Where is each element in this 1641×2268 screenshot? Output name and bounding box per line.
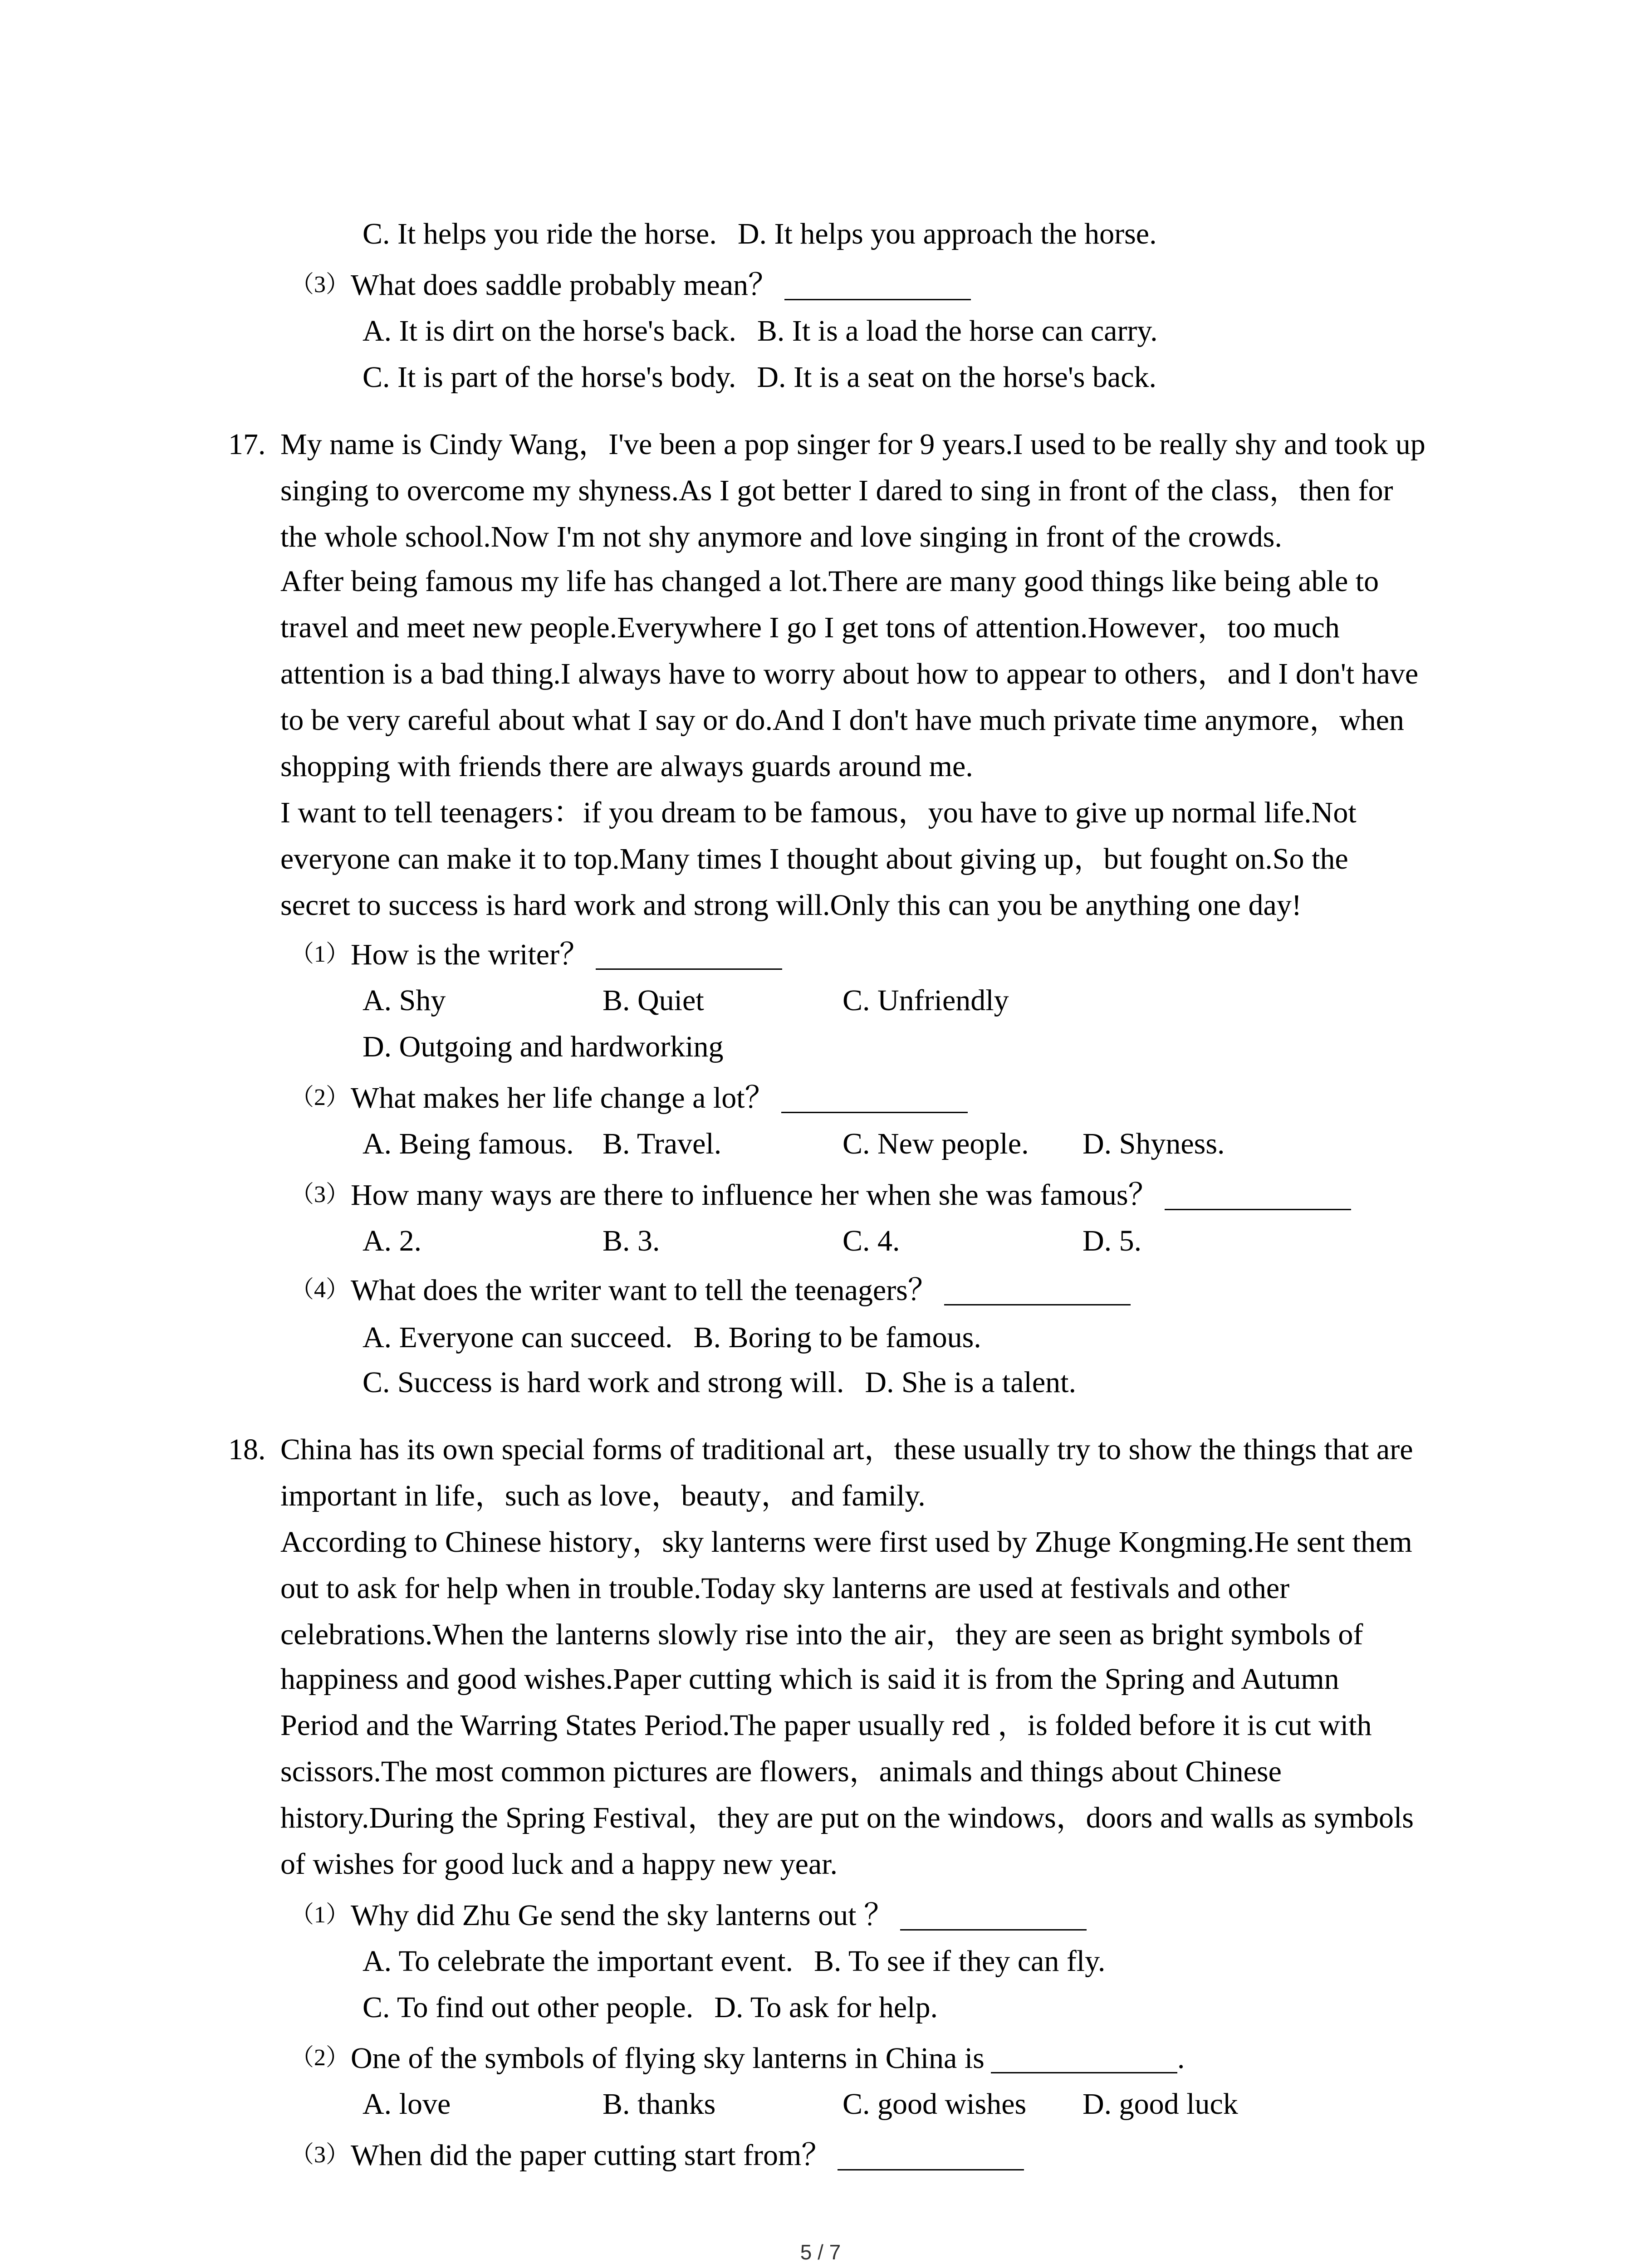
passage-line: to be very careful about what I say or do.And I don't have much private time anymore，when [280, 704, 1404, 737]
question-number: 18. [228, 1433, 266, 1466]
passage-line: happiness and good wishes.Paper cutting which is said it is from the Spring and Autumn [280, 1662, 1339, 1696]
subquestion-text: What does saddle probably mean？ [351, 269, 779, 302]
subquestion-number: （3） [290, 1182, 350, 1207]
answer-blank [596, 943, 782, 970]
option-row [362, 2081, 1323, 2127]
answer-blank [991, 2047, 1177, 2073]
passage-line: history.During the Spring Festival，they are put on the windows，doors and walls as symbols [280, 1801, 1414, 1834]
option-row [362, 1121, 1323, 1167]
subquestion-3 [290, 2132, 1024, 2178]
option-c: C. New people. [843, 1127, 1029, 1160]
option-row [362, 1359, 1076, 1406]
option-a: A. To celebrate the important event. [362, 1945, 793, 1978]
page-number: 5 / 7 [800, 2240, 841, 2264]
passage-line: My name is Cindy Wang，I've been a pop singer for 9 years.I used to be really shy and took up [280, 428, 1425, 461]
answer-blank [1165, 1183, 1351, 1210]
option-b: B. To see if they can fly. [813, 1945, 1106, 1978]
subquestion-4 [290, 1267, 1131, 1313]
option-d: D. It helps you approach the horse. [737, 217, 1157, 250]
option-c: C. 4. [843, 1224, 900, 1257]
option-a: A. love [362, 2087, 451, 2121]
subquestion-2 [290, 2035, 1185, 2081]
passage-line: singing to overcome my shyness.As I got better I dared to sing in front of the class，then for [280, 474, 1393, 507]
option-d: D. 5. [1083, 1224, 1142, 1257]
passage-line: secret to success is hard work and strong will.Only this can you be anything one day! [280, 889, 1302, 922]
passage-line: important in life，such as love，beauty，and family. [280, 1479, 926, 1512]
passage-line: scissors.The most common pictures are flowers，animals and things about Chinese [280, 1755, 1282, 1788]
option-d: D. She is a talent. [865, 1366, 1076, 1399]
subquestion-1 [290, 1892, 1087, 1938]
option-b: B. thanks [603, 2087, 716, 2121]
passage-line: I want to tell teenagers：if you dream to be famous，you have to give up normal life.Not [280, 796, 1357, 829]
option-a: A. Shy [362, 984, 446, 1017]
option-a: A. 2. [362, 1224, 422, 1257]
option-row [362, 1024, 724, 1070]
answer-blank [784, 274, 971, 300]
subquestion-2 [290, 1075, 968, 1121]
passage-line: Period and the Warring States Period.The paper usually red ，is folded before it is cut with [280, 1709, 1372, 1742]
passage-line: After being famous my life has changed a lot.There are many good things like being able to [280, 565, 1379, 598]
passage-line: celebrations.When the lanterns slowly rise into the air，they are seen as bright symbols of [280, 1618, 1363, 1651]
subquestion-number: （2） [290, 1085, 350, 1110]
option-row [362, 978, 1323, 1024]
answer-blank [900, 1904, 1087, 1931]
option-c: C. It helps you ride the horse. [362, 217, 717, 250]
passage-line: China has its own special forms of traditional art，these usually try to show the things that are [280, 1433, 1413, 1466]
subquestion-text: How many ways are there to influence her when she was famous？ [351, 1178, 1158, 1212]
subquestion-text: One of the symbols of flying sky lanterns in China is [351, 2042, 985, 2075]
option-c: C. To find out other people. [362, 1991, 694, 2024]
option-d: D. It is a seat on the horse's back. [757, 361, 1156, 394]
subquestion-1 [290, 931, 782, 978]
option-b: B. 3. [603, 1224, 660, 1257]
option-b: B. Boring to be famous. [693, 1321, 981, 1354]
subquestion-3 [290, 1172, 1351, 1218]
subquestion-text: When did the paper cutting start from？ [351, 2139, 832, 2172]
question-number: 17. [228, 428, 266, 461]
answer-blank [781, 1086, 968, 1113]
passage-line: the whole school.Now I'm not shy anymore and love singing in front of the crowds. [280, 520, 1282, 553]
option-a: A. It is dirt on the horse's back. [362, 314, 736, 347]
passage-line: of wishes for good luck and a happy new year. [280, 1848, 838, 1881]
option-row [362, 1218, 1323, 1264]
sentence-end-period: . [1177, 2042, 1185, 2075]
passage-line: attention is a bad thing.I always have to worry about how to appear to others，and I don't have [280, 657, 1419, 690]
subquestion-text: Why did Zhu Ge send the sky lanterns out ？ [351, 1899, 894, 1932]
passage-line: According to Chinese history，sky lanterns were first used by Zhuge Kongming.He sent them [280, 1525, 1412, 1559]
passage-line: everyone can make it to top.Many times I thought about giving up，but fought on.So the [280, 842, 1348, 875]
option-row [362, 308, 1158, 354]
answer-blank [838, 2144, 1024, 2170]
option-row [362, 1315, 981, 1361]
subquestion-3 [290, 262, 971, 308]
option-d: D. To ask for help. [714, 1991, 938, 2024]
option-d: D. good luck [1083, 2087, 1238, 2121]
subquestion-number: （3） [290, 2142, 350, 2168]
passage-line: shopping with friends there are always guards around me. [280, 750, 973, 783]
option-c: C. good wishes [843, 2087, 1027, 2121]
option-c: C. It is part of the horse's body. [362, 361, 736, 394]
option-b: B. Travel. [603, 1127, 722, 1160]
subquestion-text: What makes her life change a lot？ [351, 1081, 775, 1114]
option-b: B. Quiet [603, 984, 704, 1017]
passage-line: travel and meet new people.Everywhere I go I get tons of attention.However，too much [280, 611, 1340, 644]
subquestion-number: （3） [290, 272, 350, 298]
option-b: B. It is a load the horse can carry. [757, 314, 1158, 347]
option-row [362, 211, 1157, 257]
passage-line: out to ask for help when in trouble.Today sky lanterns are used at festivals and other [280, 1572, 1290, 1605]
subquestion-number: （2） [290, 2045, 350, 2071]
subquestion-number: （1） [290, 941, 350, 967]
subquestion-text: How is the writer？ [351, 938, 590, 971]
option-row [362, 1984, 938, 2031]
option-d: D. Shyness. [1083, 1127, 1225, 1160]
subquestion-number: （1） [290, 1902, 350, 1928]
option-d: D. Outgoing and hardworking [362, 1030, 724, 1063]
option-a: A. Everyone can succeed. [362, 1321, 673, 1354]
subquestion-text: What does the writer want to tell the teenagers？ [351, 1274, 938, 1307]
subquestion-number: （4） [290, 1277, 350, 1303]
option-c: C. Success is hard work and strong will. [362, 1366, 844, 1399]
option-row [362, 1938, 1105, 1984]
option-c: C. Unfriendly [843, 984, 1009, 1017]
option-a: A. Being famous. [362, 1127, 574, 1160]
answer-blank [944, 1279, 1131, 1305]
option-row [362, 354, 1156, 401]
